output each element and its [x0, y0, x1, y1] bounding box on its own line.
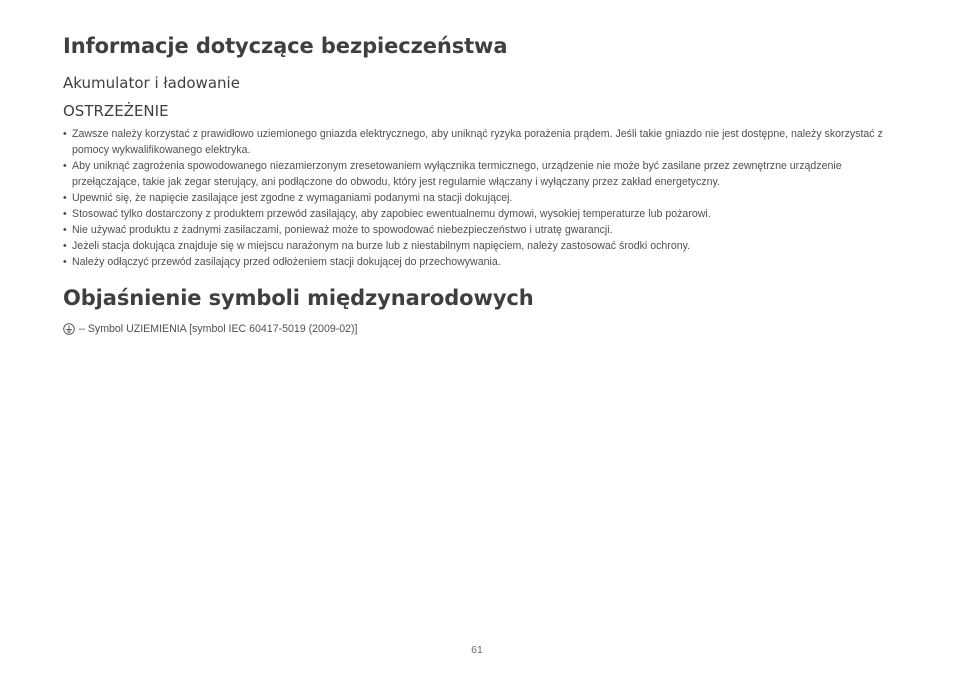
bullet-icon: •	[63, 256, 67, 268]
bullet-icon: •	[63, 224, 67, 236]
bullet-icon: •	[63, 240, 67, 252]
list-item-text: Aby uniknąć zagrożenia spowodowanego niezamierzonym zresetowaniem wyłącznika termicznego, urządzenie nie może być zasilane przez zewnętrzne urządzenie przełączające, takie jak zegar sterujący, ani podłączone do obwodu, który jest regularnie włączany i wyłączany przez zakład energetyczny.	[72, 160, 842, 188]
bullet-icon: •	[63, 192, 67, 204]
list-item-text: Upewnić się, że napięcie zasilające jest zgodne z wymaganiami podanymi na stacji dokującej.	[72, 192, 513, 204]
page-number: 61	[471, 644, 483, 656]
bullet-icon: •	[63, 160, 67, 172]
section-title-safety: Informacje dotyczące bezpieczeństwa	[63, 34, 508, 58]
list-item-text: Nie używać produktu z żadnymi zasilaczami, ponieważ może to spowodować niebezpieczeństwo i utratę gwarancji.	[72, 224, 613, 236]
list-item-text: Stosować tylko dostarczony z produktem przewód zasilający, aby zapobiec ewentualnemu dymowi, wysokiej temperaturze lub pożarowi.	[72, 208, 711, 220]
section-title-symbols: Objaśnienie symboli międzynarodowych	[63, 286, 534, 310]
symbol-description: – Symbol UZIEMIENIA [symbol IEC 60417-5019 (2009-02)]	[79, 323, 358, 335]
list-item	[63, 158, 893, 190]
bullet-icon: •	[63, 128, 67, 140]
subsection-title-battery: Akumulator i ładowanie	[63, 74, 240, 92]
warning-heading: OSTRZEŻENIE	[63, 102, 169, 120]
list-item	[63, 222, 893, 238]
list-item	[63, 238, 893, 254]
list-item	[63, 126, 893, 158]
ground-symbol-icon	[63, 323, 75, 335]
list-item-text: Jeżeli stacja dokująca znajduje się w miejscu narażonym na burze lub z niestabilnym napięciem, należy zastosować środki ochrony.	[72, 240, 691, 252]
list-item-text: Zawsze należy korzystać z prawidłowo uziemionego gniazda elektrycznego, aby uniknąć ryzyka porażenia prądem. Jeśli takie gniazdo nie jest dostępne, należy skorzystać z pomocy wykwalifikowanego elektryka.	[72, 128, 883, 156]
list-item	[63, 254, 893, 270]
list-item-text: Należy odłączyć przewód zasilający przed odłożeniem stacji dokującej do przechowywania.	[72, 256, 501, 268]
list-item	[63, 190, 893, 206]
symbol-explanation	[63, 321, 358, 337]
list-item	[63, 206, 893, 222]
bullet-icon: •	[63, 208, 67, 220]
warning-list	[63, 126, 893, 270]
